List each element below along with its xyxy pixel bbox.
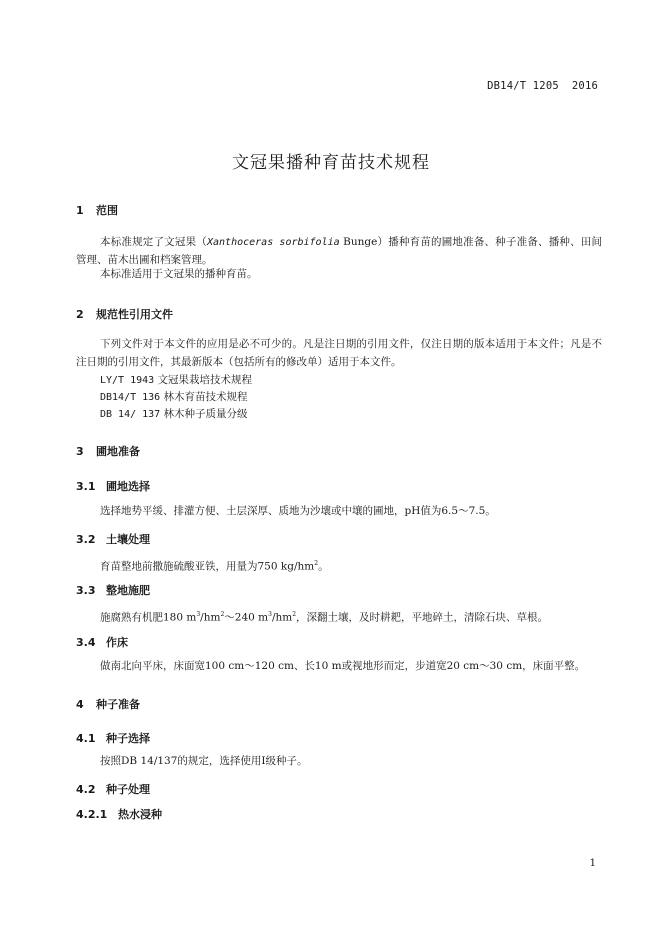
reference-item (100, 389, 248, 407)
superscript: 2 (292, 611, 297, 618)
subsection-text: 选择地势平缓、排灌方便、土层深厚、质地为沙壤或中壤的圃地，pH值为6.5～7.5。 (100, 505, 496, 517)
reference-item (100, 372, 252, 390)
subsection-heading-3-2 (76, 531, 150, 547)
subsection-title: 种子选择 (106, 732, 150, 745)
subsection-number: 3.2 (76, 533, 96, 546)
text-part: ～240 m (224, 611, 269, 624)
section-number: 2 (76, 308, 84, 321)
subsection-number: 3.1 (76, 480, 96, 493)
section-heading-4 (76, 696, 140, 712)
section-heading-2 (76, 306, 173, 322)
subsection-heading-3-1 (76, 478, 150, 494)
latin-name: Xanthoceras sorbifolia (206, 237, 340, 248)
subsection-title: 土壤处理 (106, 533, 150, 546)
reference-code: DB 14/ 137 (100, 409, 161, 420)
reference-code: DB14/T 136 (100, 392, 161, 403)
section-number: 4 (76, 698, 84, 711)
section-number: 3 (76, 445, 84, 458)
subsection-heading-3-4 (76, 634, 128, 650)
subsection-number: 4.2 (76, 783, 96, 796)
reference-name: 林木育苗技术规程 (160, 391, 248, 403)
subsection-number: 4.1 (76, 732, 96, 745)
reference-code: LY/T 1943 (100, 375, 155, 386)
section-number: 1 (76, 204, 84, 217)
section-heading-3 (76, 443, 140, 459)
scope-text-a: 本标准规定了文冠果（ (100, 236, 207, 248)
subsection-title: 作床 (106, 636, 128, 649)
reference-name: 文冠果栽培技术规程 (154, 374, 253, 386)
subsection-title: 种子处理 (106, 783, 150, 796)
standard-code: DB14/T 1205 2016 (487, 80, 598, 92)
superscript: 3 (196, 611, 201, 618)
subsubsection-title: 热水浸种 (118, 808, 162, 821)
subsection-number: 3.3 (76, 584, 96, 597)
subsubsection-number: 4.2.1 (76, 808, 108, 821)
text-part: 。 (318, 560, 329, 573)
page-number: 1 (589, 858, 596, 869)
superscript: 2 (314, 560, 319, 567)
reference-name: 林木种子质量分级 (160, 408, 248, 420)
reference-item (100, 406, 248, 424)
document-title: 文冠果播种育苗技术规程 (232, 153, 430, 173)
subsection-number: 3.4 (76, 636, 96, 649)
section-title: 圃地准备 (96, 445, 140, 458)
text-part: ，深翻土壤，及时耕耙，平地碎土，清除石块、草根。 (296, 611, 549, 624)
text-part: 育苗整地前撒施硫酸亚铁，用量为750 kg/hm (100, 560, 315, 573)
section-title: 种子准备 (96, 698, 140, 711)
subsection-text (100, 555, 329, 576)
scope-paragraph (76, 234, 602, 269)
subsection-text (100, 606, 548, 627)
subsection-text: 按照DB 14/137的规定，选择使用Ⅰ级种子。 (100, 755, 308, 767)
text-part: 施腐熟有机肥180 m (100, 611, 197, 624)
subsection-text: 做南北向平床，床面宽100 cm～120 cm、长10 m或视地形而定，步道宽20 cm～30 cm，床面平整。 (100, 660, 586, 672)
superscript: 2 (220, 611, 225, 618)
subsection-title: 整地施肥 (106, 584, 150, 597)
text-part: /hm (271, 611, 293, 624)
subsection-title: 圃地选择 (106, 480, 150, 493)
superscript: 3 (268, 611, 272, 618)
text-part: /hm (200, 611, 221, 624)
section-title: 规范性引用文件 (96, 308, 173, 321)
section-heading-1 (76, 202, 118, 218)
subsubsection-heading-4-2-1 (76, 806, 162, 822)
scope-text-b: Bunge）播种育苗的圃地准备、种子准备、播种、田间管理、苗木出圃和档案管理。 (76, 236, 603, 266)
references-intro: 下列文件对于本文件的应用是必不可少的。凡是注日期的引用文件，仅注日期的版本适用于本文件；凡是不注日期的引用文件，其最新版本（包括所有的修改单）适用于本文件。 (76, 338, 602, 368)
scope-applicability: 本标准适用于文冠果的播种育苗。 (100, 268, 258, 280)
subsection-heading-3-3 (76, 582, 150, 598)
section-title: 范围 (96, 204, 118, 217)
subsection-heading-4-2 (76, 781, 150, 797)
subsection-heading-4-1 (76, 730, 150, 746)
